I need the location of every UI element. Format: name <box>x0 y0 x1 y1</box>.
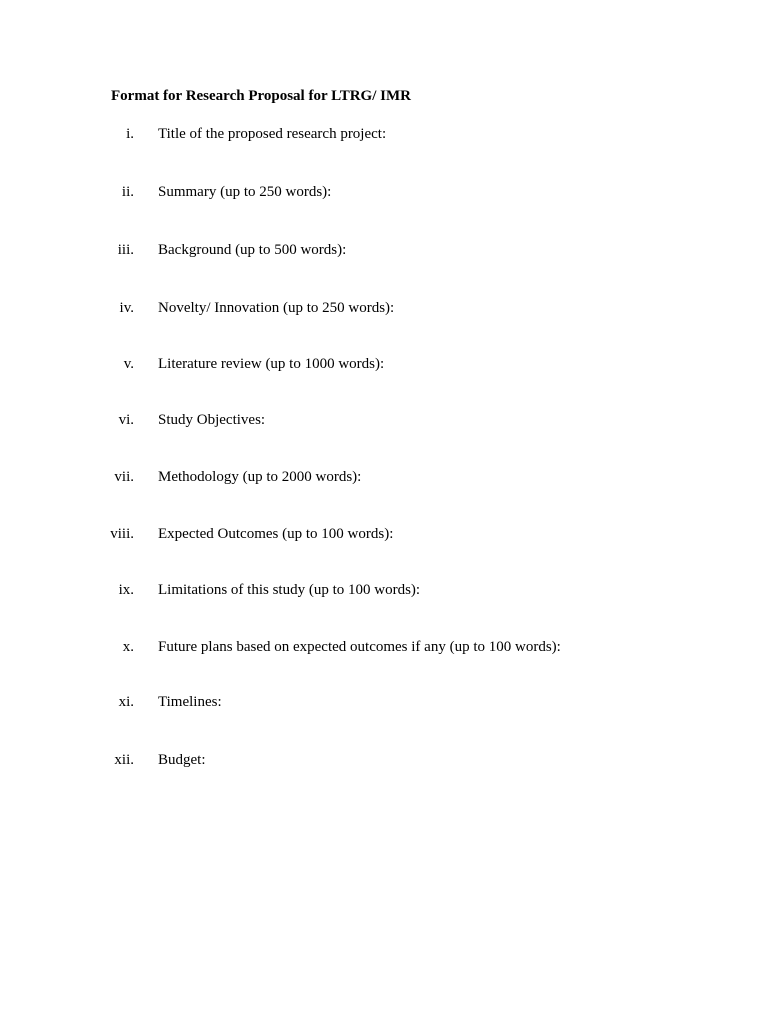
document-title: Format for Research Proposal for LTRG/ IMR <box>111 88 411 104</box>
list-item-numeral: ix. <box>118 582 134 598</box>
list-item-numeral: vii. <box>114 469 134 485</box>
list-item <box>0 125 768 143</box>
list-item-numeral: viii. <box>110 526 134 542</box>
list-item-label: Title of the proposed research project: <box>158 126 387 142</box>
list-item-label: Methodology (up to 2000 words): <box>158 469 362 485</box>
list-item-label: Summary (up to 250 words): <box>158 184 332 200</box>
list-item <box>0 751 768 769</box>
list-item-label: Study Objectives: <box>158 412 266 428</box>
list-item <box>0 411 768 429</box>
list-item-numeral: v. <box>123 356 134 372</box>
list-item <box>0 183 768 201</box>
list-item-label: Future plans based on expected outcomes if any (up to 100 words): <box>158 639 561 655</box>
list-item-label: Background (up to 500 words): <box>158 242 347 258</box>
list-item <box>0 581 768 599</box>
list-item-numeral: xii. <box>114 752 134 768</box>
list-item-label: Timelines: <box>158 694 222 710</box>
list-item-label: Expected Outcomes (up to 100 words): <box>158 526 394 542</box>
list-item-label: Novelty/ Innovation (up to 250 words): <box>158 300 395 316</box>
list-item <box>0 693 768 711</box>
list-item-label: Limitations of this study (up to 100 words): <box>158 582 421 598</box>
list-item-numeral: x. <box>122 639 134 655</box>
list-item <box>0 241 768 259</box>
list-item-label: Budget: <box>158 752 206 768</box>
list-item-numeral: vi. <box>118 412 134 428</box>
list-item <box>0 299 768 317</box>
list-item-numeral: xi. <box>118 694 134 710</box>
list-item <box>0 468 768 486</box>
list-item-numeral: iii. <box>117 242 134 258</box>
list-item-numeral: iv. <box>119 300 134 316</box>
list-item-numeral: i. <box>126 126 134 142</box>
list-item <box>0 638 768 656</box>
list-item <box>0 525 768 543</box>
list-item-numeral: ii. <box>121 184 134 200</box>
list-item-label: Literature review (up to 1000 words): <box>158 356 385 372</box>
list-item <box>0 355 768 373</box>
